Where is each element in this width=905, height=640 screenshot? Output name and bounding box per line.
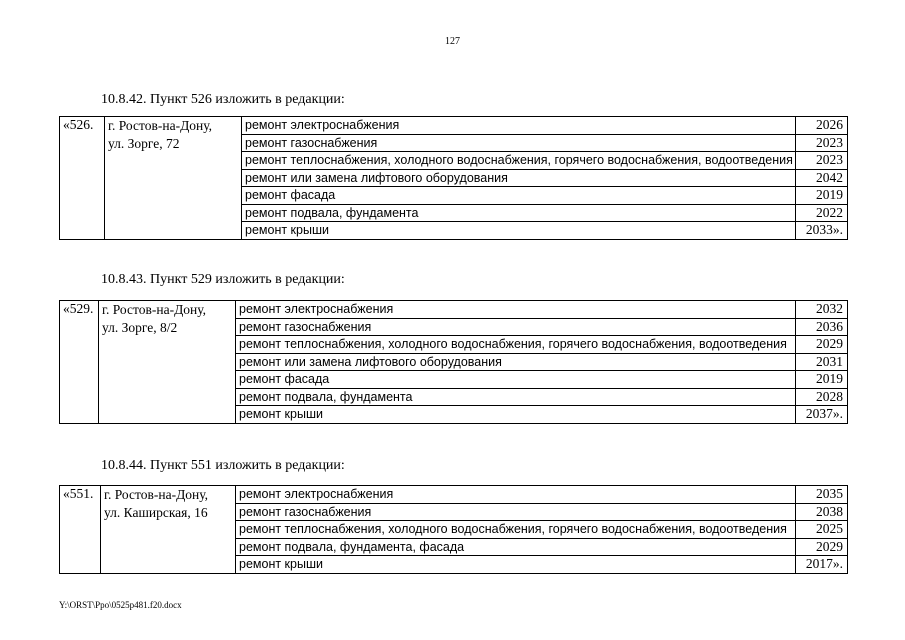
item-number: «526. <box>60 117 105 240</box>
work-type: ремонт подвала, фундамента, фасада <box>236 538 796 556</box>
work-type: ремонт газоснабжения <box>236 318 796 336</box>
address-city: г. Ростов-на-Дону, <box>102 302 207 317</box>
work-year: 2038 <box>796 503 848 521</box>
work-type: ремонт крыши <box>242 222 796 240</box>
work-year: 2031 <box>796 353 848 371</box>
work-year: 2037». <box>796 406 848 424</box>
address-cell <box>105 117 242 240</box>
work-year: 2026 <box>796 117 848 135</box>
table-row <box>60 301 848 319</box>
amendment-table <box>59 300 848 424</box>
work-type: ремонт электроснабжения <box>242 117 796 135</box>
work-type: ремонт фасада <box>236 371 796 389</box>
work-type: ремонт крыши <box>236 556 796 574</box>
work-year: 2017». <box>796 556 848 574</box>
item-number: «529. <box>60 301 99 424</box>
work-type: ремонт фасада <box>242 187 796 205</box>
work-year: 2019 <box>796 187 848 205</box>
work-type: ремонт электроснабжения <box>236 301 796 319</box>
work-type: ремонт или замена лифтового оборудования <box>236 353 796 371</box>
amendment-table <box>59 485 848 574</box>
work-type: ремонт газоснабжения <box>236 503 796 521</box>
amendment-table <box>59 116 848 240</box>
file-path-footer: Y:\ORST\Ppo\0525p481.f20.docx <box>59 600 182 610</box>
work-year: 2042 <box>796 169 848 187</box>
address-cell <box>99 301 236 424</box>
section-heading: 10.8.42. Пункт 526 изложить в редакции: <box>101 92 345 107</box>
address-street: ул. Каширская, 16 <box>104 505 208 520</box>
work-year: 2022 <box>796 204 848 222</box>
work-type: ремонт газоснабжения <box>242 134 796 152</box>
section-heading: 10.8.43. Пункт 529 изложить в редакции: <box>101 272 345 287</box>
address-city: г. Ростов-на-Дону, <box>104 487 209 502</box>
work-year: 2028 <box>796 388 848 406</box>
address-cell <box>101 486 236 574</box>
work-type: ремонт электроснабжения <box>236 486 796 504</box>
address-street: ул. Зорге, 8/2 <box>102 320 178 335</box>
work-type: ремонт теплоснабжения, холодного водоснабжения, горячего водоснабжения, водоотведения <box>236 336 796 354</box>
section-heading: 10.8.44. Пункт 551 изложить в редакции: <box>101 458 345 473</box>
work-year: 2025 <box>796 521 848 539</box>
work-type: ремонт подвала, фундамента <box>242 204 796 222</box>
table-row <box>60 117 848 135</box>
work-year: 2036 <box>796 318 848 336</box>
address-street: ул. Зорге, 72 <box>108 136 180 151</box>
address-city: г. Ростов-на-Дону, <box>108 118 213 133</box>
work-year: 2032 <box>796 301 848 319</box>
work-type: ремонт или замена лифтового оборудования <box>242 169 796 187</box>
work-year: 2029 <box>796 336 848 354</box>
work-year: 2029 <box>796 538 848 556</box>
table-row <box>60 486 848 504</box>
work-type: ремонт подвала, фундамента <box>236 388 796 406</box>
work-type: ремонт теплоснабжения, холодного водоснабжения, горячего водоснабжения, водоотведения <box>242 152 796 170</box>
work-type: ремонт теплоснабжения, холодного водоснабжения, горячего водоснабжения, водоотведения <box>236 521 796 539</box>
work-year: 2023 <box>796 134 848 152</box>
item-number: «551. <box>60 486 101 574</box>
work-year: 2033». <box>796 222 848 240</box>
work-year: 2035 <box>796 486 848 504</box>
page-number: 127 <box>445 36 460 47</box>
work-type: ремонт крыши <box>236 406 796 424</box>
work-year: 2019 <box>796 371 848 389</box>
work-year: 2023 <box>796 152 848 170</box>
